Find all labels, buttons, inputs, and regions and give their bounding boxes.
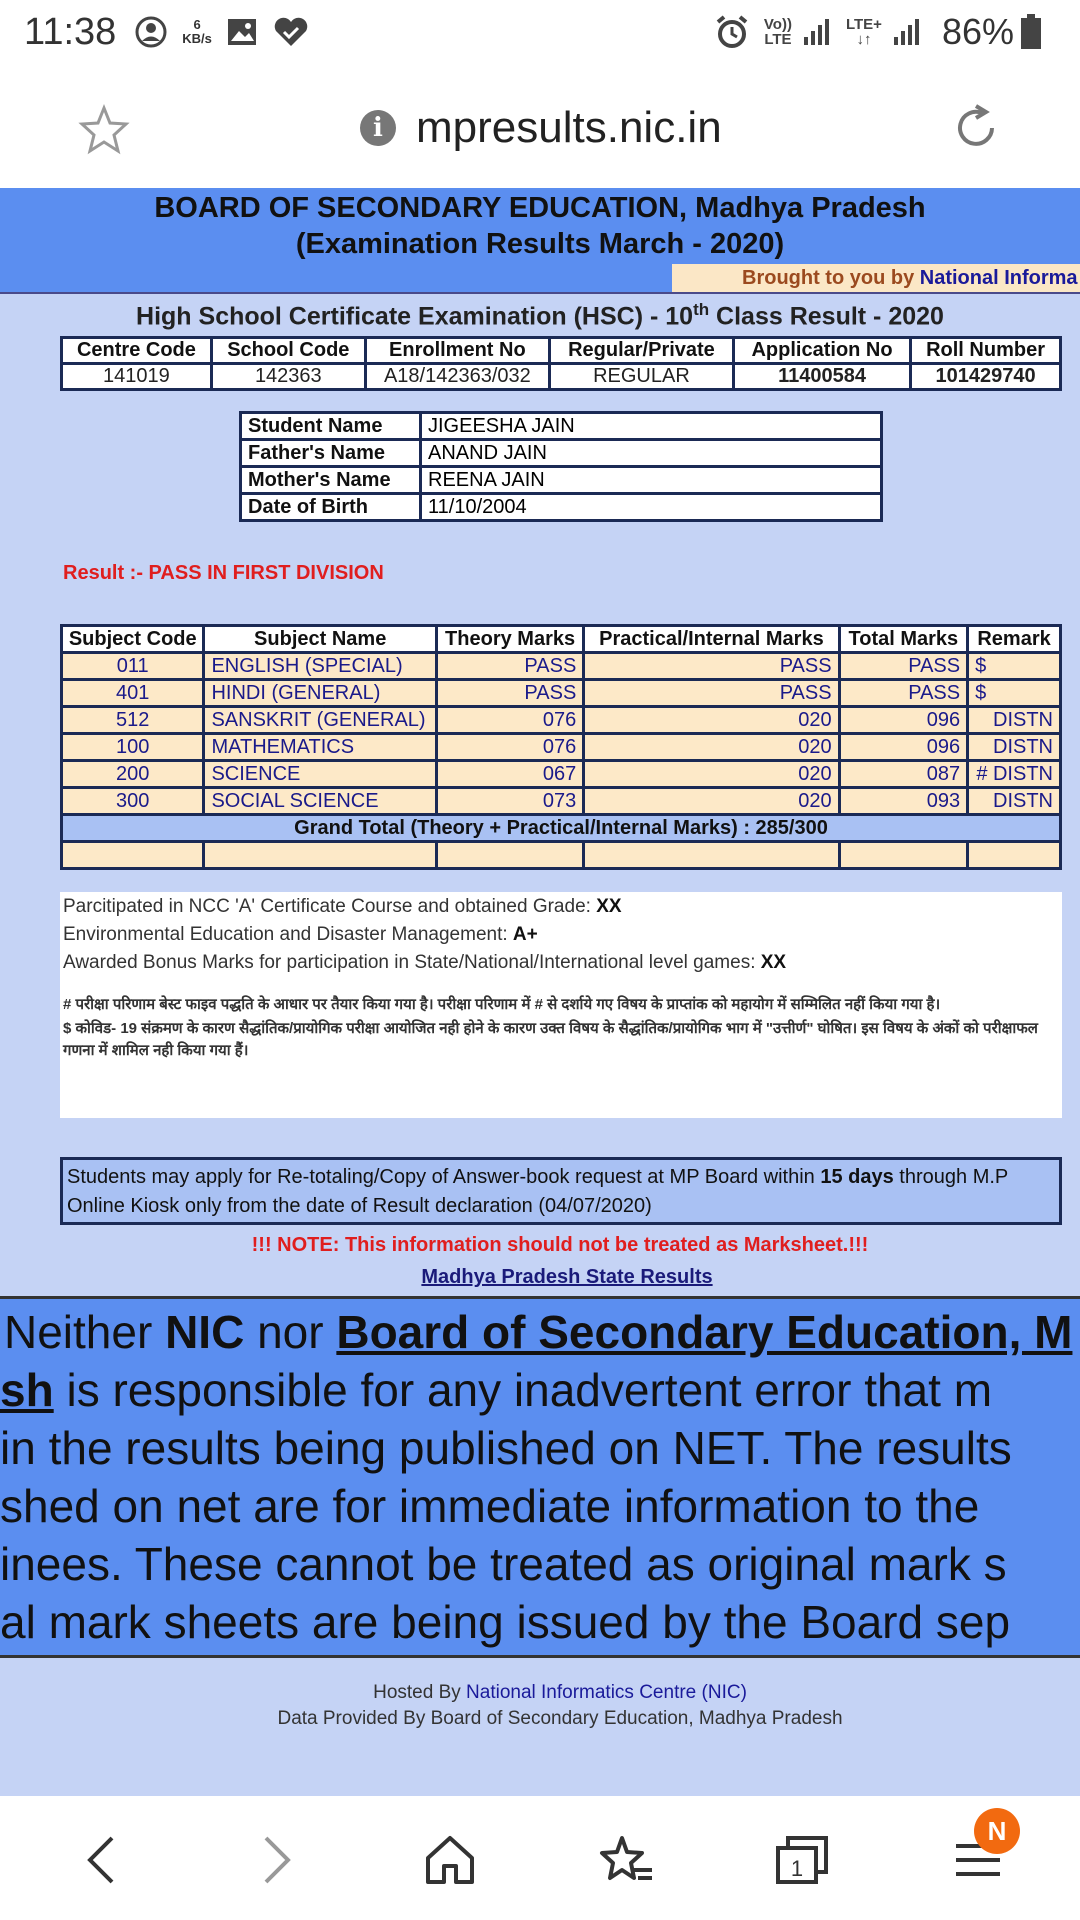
volte-indicator (764, 17, 792, 47)
grand-total-row (62, 815, 1061, 842)
signal-icon (802, 17, 832, 47)
grand-total: Grand Total (Theory + Practical/Internal Marks) : 285/300 (62, 815, 1061, 842)
result-status: Result :- PASS IN FIRST DIVISION (63, 562, 384, 584)
marksheet-warning: !!! NOTE: This information should not be treated as Marksheet.!!! (251, 1234, 869, 1256)
bonus-label: Awarded Bonus Marks for participation in State/National/International level games: (63, 952, 761, 973)
empty-cell (62, 842, 204, 869)
home-icon[interactable] (420, 1830, 480, 1890)
student-row (241, 494, 882, 521)
subject-name: HINDI (GENERAL) (204, 680, 436, 707)
theory-marks: 076 (436, 707, 583, 734)
subject-name: SANSKRIT (GENERAL) (204, 707, 436, 734)
subject-name: MATHEMATICS (204, 734, 436, 761)
practical-marks: 020 (584, 761, 839, 788)
account-circle-icon (134, 15, 168, 49)
bonus-line (63, 952, 1059, 974)
retotaling-notice (60, 1157, 1062, 1225)
col-subject-code: Subject Code (62, 626, 204, 653)
disc-a: Neither (4, 1306, 166, 1358)
dob-value: 11/10/2004 (421, 494, 882, 521)
lte-plus-indicator: LTE+ ↓↑ (845, 16, 882, 48)
disclaimer-line-1 (4, 1305, 1072, 1359)
remark: DISTN (968, 707, 1061, 734)
best-five-note: # परीक्षा परिणाम बेस्ट फाइव पद्धति के आधार पर तैयार किया गया है। परीक्षा परिणाम में # से दर्शाये गए विषय के प्राप्तांक को महायोग में सम्मिलित नहीं किया गया है। (63, 996, 941, 1013)
disc-sh-link[interactable]: sh (0, 1364, 54, 1416)
network-speed-unit: KB/s (182, 31, 212, 46)
subject-code: 512 (62, 707, 204, 734)
alarm-icon (714, 14, 750, 50)
reload-icon[interactable] (948, 100, 1004, 156)
dob-label: Date of Birth (241, 494, 421, 521)
marquee-org-link[interactable]: National Informa (919, 267, 1078, 289)
subject-name: SCIENCE (204, 761, 436, 788)
candidate-values-row (62, 364, 1061, 390)
network-speed-value: 6 (193, 17, 201, 32)
remark: DISTN (968, 788, 1061, 815)
empty-cell (968, 842, 1061, 869)
practical-marks: PASS (584, 680, 839, 707)
retotal-text-a: Students may apply for Re-totaling/Copy of Answer-book request at MP Board within (67, 1166, 821, 1188)
back-icon[interactable] (72, 1830, 132, 1890)
status-time: 11:38 (24, 10, 117, 53)
student-details-table (239, 411, 883, 522)
empty-cell (204, 842, 436, 869)
col-enrollment-no: Enrollment No (365, 338, 549, 364)
col-total: Total Marks (839, 626, 968, 653)
theory-marks: PASS (436, 653, 583, 680)
env-label: Environmental Education and Disaster Management: (63, 924, 513, 945)
subject-name: SOCIAL SCIENCE (204, 788, 436, 815)
exam-title: (Examination Results March - 2020) (295, 228, 785, 260)
empty-cell (584, 842, 839, 869)
table-row (62, 761, 1061, 788)
disc-nic: NIC (165, 1306, 245, 1358)
col-centre-code: Centre Code (62, 338, 212, 364)
retotal-text-b: through M.P Online Kiosk only from the date of Result declaration (04/07/2020) (67, 1166, 1008, 1217)
roll-number: 101429740 (911, 364, 1061, 390)
total-marks: 087 (839, 761, 968, 788)
ncc-grade: XX (596, 896, 622, 917)
signal-2-icon (892, 17, 922, 47)
notes-box (60, 892, 1062, 1118)
theory-marks: 076 (436, 734, 583, 761)
col-roll-number: Roll Number (911, 338, 1061, 364)
student-row (241, 413, 882, 440)
notification-badge[interactable]: N (974, 1808, 1020, 1854)
subject-code: 011 (62, 653, 204, 680)
env-grade: A+ (512, 924, 538, 945)
student-name-value: JIGEESHA JAIN (421, 413, 882, 440)
student-row (241, 467, 882, 494)
info-icon[interactable]: i (360, 110, 396, 146)
subject-name: ENGLISH (SPECIAL) (204, 653, 436, 680)
ncc-line (63, 896, 1059, 918)
practical-marks: 020 (584, 707, 839, 734)
bookmark-star-icon[interactable] (76, 102, 132, 158)
hosted-by-line (0, 1680, 1080, 1706)
page-title-b: Class Result - 2020 (709, 302, 944, 331)
state-results-link[interactable]: Madhya Pradesh State Results (421, 1266, 713, 1288)
image-icon (226, 17, 258, 47)
hosted-by-label: Hosted By (373, 1682, 467, 1703)
table-row (62, 680, 1061, 707)
theory-marks: 073 (436, 788, 583, 815)
regular-private: REGULAR (549, 364, 733, 390)
volte-top: Vo)) (763, 16, 792, 33)
battery-icon (1020, 14, 1042, 50)
marks-header-row (62, 626, 1061, 653)
student-row (241, 440, 882, 467)
table-row (62, 734, 1061, 761)
application-no: 11400584 (733, 364, 910, 390)
status-bar (0, 0, 1080, 64)
col-regular-private: Regular/Private (549, 338, 733, 364)
col-school-code: School Code (211, 338, 365, 364)
practical-marks: 020 (584, 734, 839, 761)
enrollment-no: A18/142363/032 (365, 364, 549, 390)
board-header (0, 188, 1080, 294)
father-name-label: Father's Name (241, 440, 421, 467)
ncc-label: Parcitipated in NCC 'A' Certificate Course and obtained Grade: (63, 896, 597, 917)
practical-marks: 020 (584, 788, 839, 815)
theory-marks: 067 (436, 761, 583, 788)
total-marks: 096 (839, 734, 968, 761)
empty-cell (839, 842, 968, 869)
browser-url-bar (0, 64, 1080, 188)
disclaimer-line-4: shed on net are for immediate information to the (0, 1480, 980, 1532)
mother-name-value: REENA JAIN (421, 467, 882, 494)
candidate-info-table (60, 336, 1062, 391)
subject-code: 100 (62, 734, 204, 761)
url-field[interactable] (360, 98, 722, 158)
disclaimer-line-3: in the results being published on NET. The results (0, 1422, 1012, 1474)
mother-name-label: Mother's Name (241, 467, 421, 494)
remark: $ (968, 653, 1061, 680)
subject-code: 401 (62, 680, 204, 707)
nic-link[interactable]: National Informatics Centre (NIC) (466, 1682, 747, 1703)
disclaimer-line-5: inees. These cannot be treated as original mark s (0, 1538, 1007, 1590)
bookmarks-star-list-icon[interactable] (596, 1830, 656, 1890)
empty-row (62, 842, 1061, 869)
heart-check-icon (272, 16, 310, 48)
data-provided-line: Data Provided By Board of Secondary Education, Madhya Pradesh (277, 1708, 843, 1729)
url-text[interactable]: mpresults.nic.in (416, 103, 722, 152)
disc-c: nor (244, 1306, 337, 1358)
candidate-header-row (62, 338, 1061, 364)
disclaimer-line-6: al mark sheets are being issued by the Board sep (0, 1596, 1011, 1648)
empty-cell (436, 842, 583, 869)
table-row (62, 707, 1061, 734)
col-subject-name: Subject Name (204, 626, 436, 653)
total-marks: PASS (839, 653, 968, 680)
page-title-a: High School Certificate Examination (HSC) - 10 (136, 302, 694, 331)
table-row (62, 788, 1061, 815)
total-marks: 096 (839, 707, 968, 734)
browser-nav-bar (0, 1796, 1080, 1920)
disclaimer-line-2 (0, 1363, 992, 1417)
col-theory: Theory Marks (436, 626, 583, 653)
marquee-prefix: Brought to you by (742, 267, 920, 289)
remark: $ (968, 680, 1061, 707)
covid-note: $ कोविड- 19 संक्रमण के कारण सैद्धांतिक/प्रायोगिक परीक्षा आयोजित नही होने के कारण उक्त विषय के सैद्धांतिक/प्रायोगिक भाग में "उत्तीर्ण" घोषित। इस विषय के अंकों को परीक्षाफल गणना में शामिल नही किया गया हैं। (63, 1020, 1038, 1059)
disclaimer-marquee (0, 1296, 1080, 1658)
father-name-value: ANAND JAIN (421, 440, 882, 467)
forward-icon[interactable] (246, 1830, 306, 1890)
subject-code: 200 (62, 761, 204, 788)
page-title-sup: th (693, 300, 710, 319)
retotal-days: 15 days (820, 1166, 894, 1188)
credits-marquee (672, 264, 1080, 292)
student-name-label: Student Name (241, 413, 421, 440)
remark: # DISTN (968, 761, 1061, 788)
board-title: BOARD OF SECONDARY EDUCATION, Madhya Pradesh (154, 192, 926, 224)
lte-plus-text: LTE+ (845, 16, 882, 33)
col-application-no: Application No (733, 338, 910, 364)
disc-l2: is responsible for any inadvertent error that m (53, 1364, 993, 1416)
battery-percent: 86% (941, 11, 1014, 52)
env-line (63, 924, 1059, 946)
marks-table (60, 624, 1062, 870)
centre-code: 141019 (62, 364, 212, 390)
tabs-count: 1 (790, 1856, 804, 1881)
col-practical: Practical/Internal Marks (584, 626, 839, 653)
table-row (62, 653, 1061, 680)
total-marks: PASS (839, 680, 968, 707)
total-marks: 093 (839, 788, 968, 815)
network-speed (182, 18, 212, 46)
page-title (0, 300, 1080, 331)
footer (0, 1680, 1080, 1732)
volte-bottom: LTE (764, 31, 792, 48)
disc-board-link[interactable]: Board of Secondary Education, M (336, 1306, 1073, 1358)
col-remark: Remark (968, 626, 1061, 653)
remark: DISTN (968, 734, 1061, 761)
subject-code: 300 (62, 788, 204, 815)
school-code: 142363 (211, 364, 365, 390)
theory-marks: PASS (436, 680, 583, 707)
bonus-value: XX (760, 952, 787, 973)
tabs-icon[interactable] (772, 1830, 832, 1890)
practical-marks: PASS (584, 653, 839, 680)
